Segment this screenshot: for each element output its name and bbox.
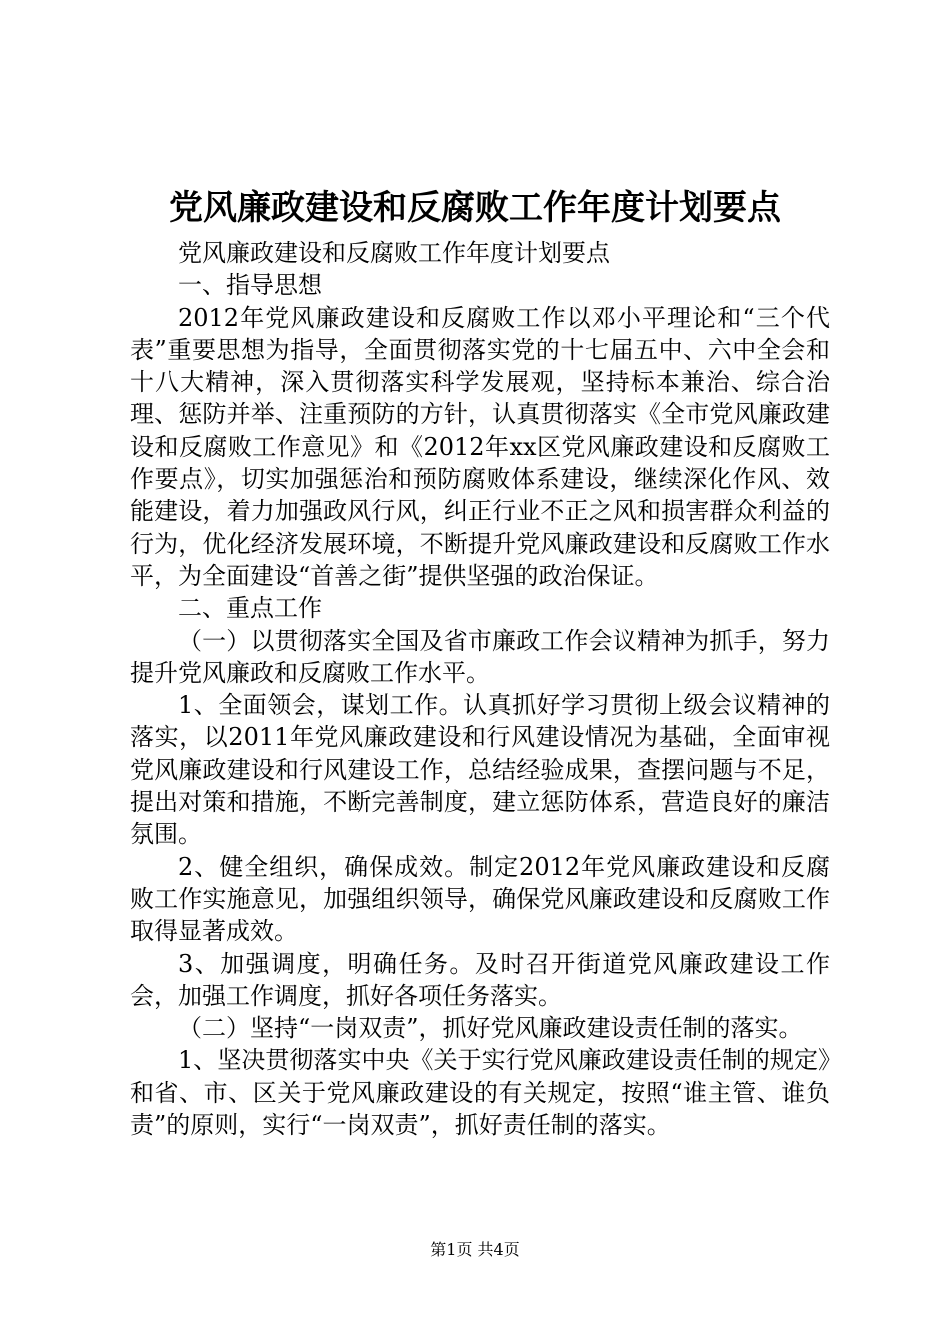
paragraph: 1、坚决贯彻落实中央《关于实行党风廉政建设责任制的规定》和省、市、区关于党风廉政建设的有关规定，按照“谁主管、谁负责”的原则，实行“一岗双责”，抓好责任制的落实。 [130, 1046, 830, 1140]
paragraph: 1、全面领会，谋划工作。认真抓好学习贯彻上级会议精神的落实，以2011年党风廉政建设和行风建设情况为基础，全面审视党风廉政建设和行风建设工作，总结经验成果，查摆问题与不足，提出对策和措施，不断完善制度，建立惩防体系，营造良好的廉洁氛围。 [130, 691, 830, 849]
paragraph: 一、指导思想 [178, 271, 322, 300]
paragraph: 3、加强调度，明确任务。及时召开街道党风廉政建设工作会，加强工作调度，抓好各项任务落实。 [130, 949, 830, 1010]
paragraph: 党风廉政建设和反腐败工作年度计划要点 [178, 239, 610, 267]
paragraph: 2012年党风廉政建设和反腐败工作以邓小平理论和“三个代表”重要思想为指导，全面贯彻落实党的十七届五中、六中全会和十八大精神，深入贯彻落实科学发展观，坚持标本兼治、综合治理、惩防并举、注重预防的方针，认真贯彻落实《全市党风廉政建设和反腐败工作意见》和《2012年xx区党风廉政建设和反腐败工作要点》，切实加强惩治和预防腐败体系建设，继续深化作风、效能建设，着力加强政风行风，纠正行业不正之风和损害群众利益的行为，优化经济发展环境，不断提升党风廉政建设和反腐败工作水平，为全面建设“首善之街”提供坚强的政治保证。 [130, 303, 830, 590]
paragraph: 二、重点工作 [178, 594, 322, 623]
paragraph: （一）以贯彻落实全国及省市廉政工作会议精神为抓手，努力提升党风廉政和反腐败工作水平。 [130, 626, 830, 687]
paragraph: 2、健全组织，确保成效。制定2012年党风廉政建设和反腐败工作实施意见，加强组织领导，确保党风廉政建设和反腐败工作取得显著成效。 [130, 852, 830, 946]
page-footer: 第1页 共4页 [430, 1240, 520, 1259]
document-body [130, 237, 830, 1141]
document-title: 党风廉政建设和反腐败工作年度计划要点 [169, 188, 781, 228]
paragraph: （二）坚持“一岗双责”，抓好党风廉政建设责任制的落实。 [178, 1014, 803, 1043]
